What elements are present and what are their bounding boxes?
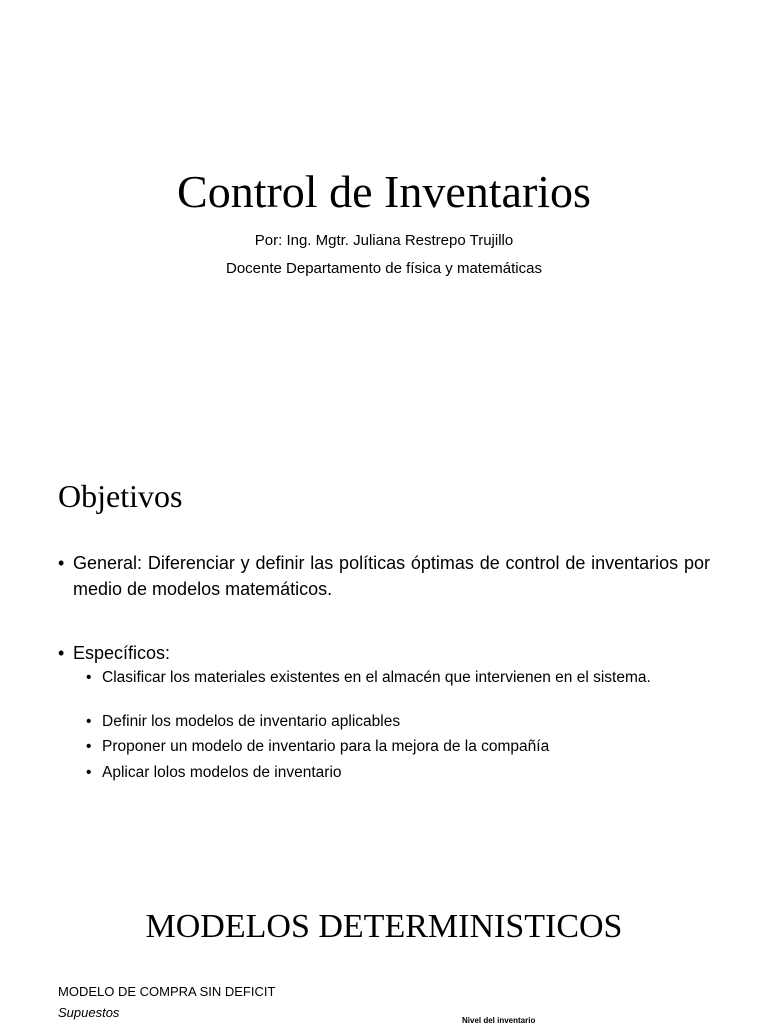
chart-axis-label: Nivel del inventario — [462, 1016, 536, 1025]
list-item — [86, 736, 710, 758]
bullet: • — [86, 669, 92, 686]
bullet: • — [58, 553, 65, 573]
model-title: MODELO DE COMPRA SIN DEFICIT — [58, 984, 276, 999]
specific-objective: Proponer un modelo de inventario para la mejora de la compañía — [102, 738, 550, 755]
assumptions-label: Supuestos — [58, 1005, 120, 1020]
list-item-specific — [58, 640, 710, 666]
page-title: Control de Inventarios — [177, 166, 591, 217]
specific-objective: Definir los modelos de inventario aplicables — [102, 713, 401, 730]
list-item — [86, 667, 710, 689]
general-objective: General: Diferenciar y definir las políticas óptimas de control de inventarios por medio de modelos matemáticos. — [73, 553, 710, 599]
bullet: • — [86, 713, 92, 730]
bullet: • — [86, 738, 92, 755]
list-item — [86, 711, 710, 733]
bullet: • — [58, 643, 65, 663]
author: Por: Ing. Mgtr. Juliana Restrepo Trujillo — [254, 232, 514, 249]
specific-objective: Aplicar lolos modelos de inventario — [102, 764, 342, 781]
list-item — [86, 762, 710, 784]
specific-label: Específicos: — [73, 643, 171, 663]
models-heading: MODELOS DETERMINISTICOS — [145, 908, 623, 945]
author-role: Docente Departamento de física y matemáticas — [226, 260, 542, 277]
bullet: • — [86, 764, 92, 781]
list-item-general — [58, 550, 710, 602]
specific-objective: Clasificar los materiales existentes en el almacén que intervienen en el sistema. — [102, 669, 651, 686]
objectives-heading: Objetivos — [58, 478, 183, 514]
